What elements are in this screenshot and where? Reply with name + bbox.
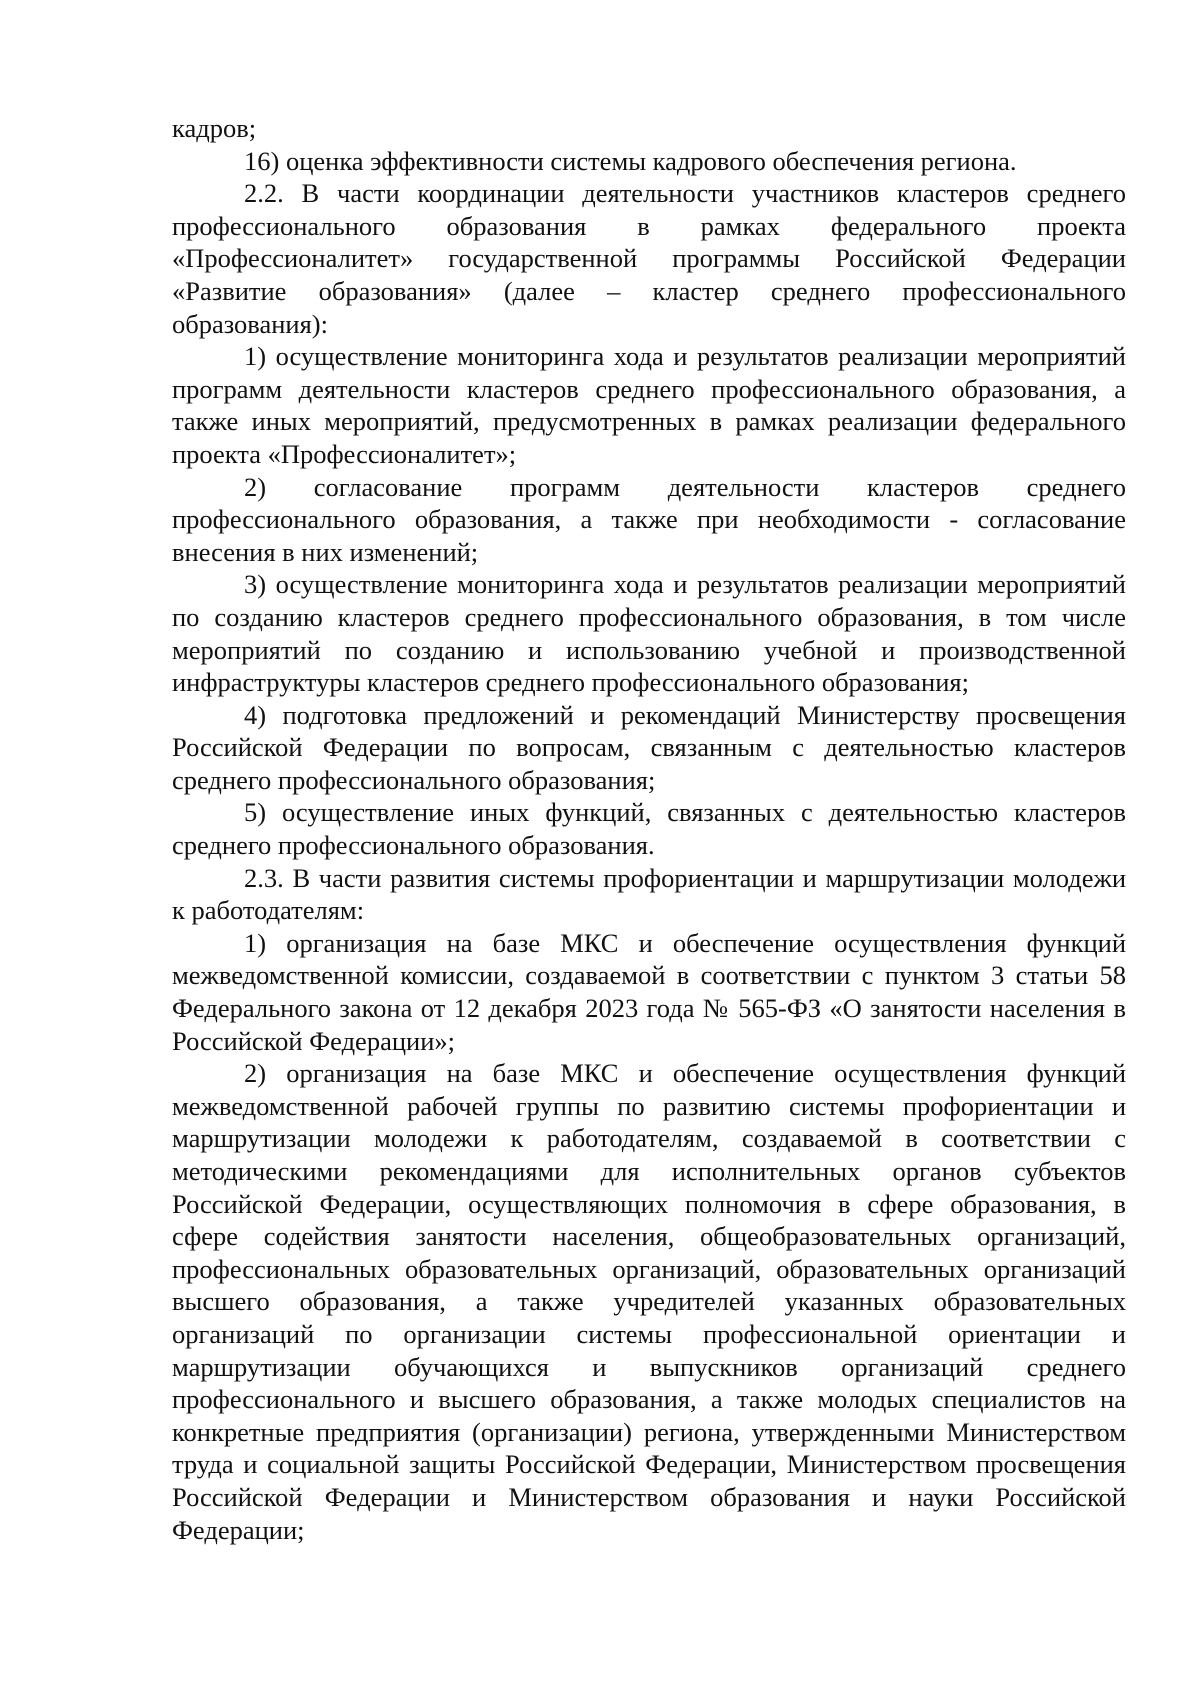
paragraph-section-2-3: 2.3. В части развития системы профориентации и маршрутизации молодежи к работодателям: <box>172 862 1126 926</box>
paragraph-2-3-item-1: 1) организация на базе МКС и обеспечение осуществления функций межведомственной комиссии, создаваемой в соответствии с пунктом 3 статьи 58 Федерального закона от 12 декабря 2023 года № 565-ФЗ «О занятости населения в Российской Федерации»; <box>172 927 1126 1056</box>
document-page <box>172 112 1126 1546</box>
paragraph-section-2-2: 2.2. В части координации деятельности участников кластеров среднего профессионального образования в рамках федерального проекта «Профессионалитет» государственной программы Российской Федерации «Развитие образования» (далее – кластер среднего профессионального образования): <box>172 178 1126 339</box>
paragraph-2-2-item-2: 2) согласование программ деятельности кластеров среднего профессионального образования, а также при необходимости - согласование внесения в них изменений; <box>172 471 1126 567</box>
paragraph-2-3-item-2: 2) организация на базе МКС и обеспечение осуществления функций межведомственной рабочей группы по развитию системы профориентации и маршрутизации молодежи к работодателям, создаваемой в соответствии с методическими рекомендациями для исполнительных органов субъектов Российской Федерации, осуществляющих полномочия в сфере образования, в сфере содействия занятости населения, общеобразовательных организаций, профессиональных образовательных организаций, образовательных организаций высшего образования, а также учредителей указанных образовательных организаций по организации системы профессиональной ориентации и маршрутизации обучающихся и выпускников организаций среднего профессионального и высшего образования, а также молодых специалистов на конкретные предприятия (организации) региона, утвержденными Министерством труда и социальной защиты Российской Федерации, Министерством просвещения Российской Федерации и Министерством образования и науки Российской Федерации; <box>172 1058 1126 1545</box>
paragraph-2-2-item-3: 3) осуществление мониторинга хода и результатов реализации мероприятий по созданию кластеров среднего профессионального образования, в том числе мероприятий по созданию и использованию учебной и производственной инфраструктуры кластеров среднего профессионального образования; <box>172 569 1126 698</box>
paragraph-2-2-item-5: 5) осуществление иных функций, связанных с деятельностью кластеров среднего профессионального образования. <box>172 797 1126 861</box>
paragraph-item-16: 16) оценка эффективности системы кадрового обеспечения региона. <box>244 145 1017 176</box>
paragraph-2-2-item-4: 4) подготовка предложений и рекомендаций Министерству просвещения Российской Федерации по вопросам, связанным с деятельностью кластеров среднего профессионального образования; <box>172 699 1126 795</box>
paragraph-2-2-item-1: 1) осуществление мониторинга хода и результатов реализации мероприятий программ деятельности кластеров среднего профессионального образования, а также иных мероприятий, предусмотренных в рамках реализации федерального проекта «Профессионалитет»; <box>172 341 1126 469</box>
paragraph-continuation: кадров; <box>172 113 257 143</box>
